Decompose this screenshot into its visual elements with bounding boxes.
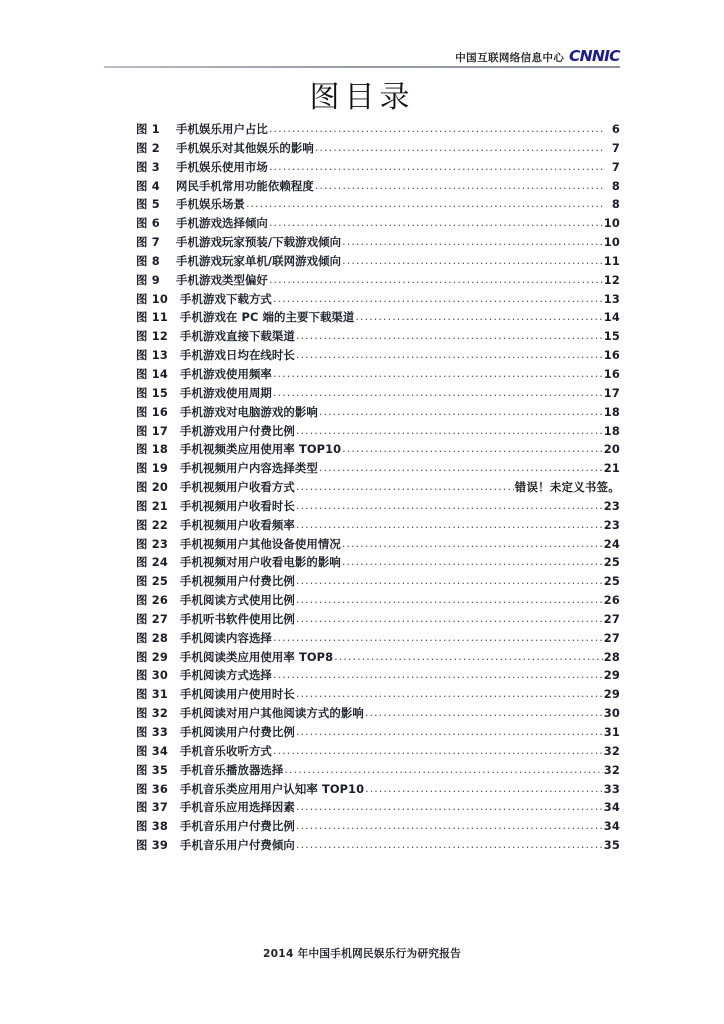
toc-leader-dots — [319, 461, 603, 474]
toc-entry-title: 网民手机常用功能依赖程度 — [176, 178, 314, 193]
toc-entry[interactable] — [136, 573, 620, 592]
toc-entry-label: 图 21 — [136, 498, 169, 513]
toc-entry-label: 图 38 — [136, 819, 169, 834]
toc-entry-label: 图 36 — [136, 781, 169, 796]
toc-leader-dots — [342, 235, 603, 248]
toc-entry-title: 手机游戏日均在线时长 — [180, 348, 295, 363]
toc-entry[interactable] — [136, 178, 620, 197]
toc-entry-label: 图 26 — [136, 593, 169, 608]
toc-entry-label: 图 16 — [136, 404, 169, 419]
toc-entry-label: 图 35 — [136, 762, 169, 777]
toc-entry[interactable] — [136, 121, 620, 140]
toc-entry-title: 手机阅读用户使用时长 — [180, 687, 295, 702]
toc-leader-dots — [296, 574, 603, 587]
toc-entry-label: 图 4 — [136, 178, 160, 193]
toc-entry-page: 10 — [603, 216, 620, 231]
toc-entry[interactable] — [136, 159, 620, 178]
page-footer: 2014 年中国手机网民娱乐行为研究报告 — [262, 948, 462, 960]
toc-entry-page: 7 — [611, 159, 620, 174]
toc-leader-dots — [269, 273, 603, 286]
toc-entry-page: 8 — [611, 178, 620, 193]
toc-leader-dots — [296, 480, 514, 493]
toc-entry-error: 错误！未定义书签。 — [514, 480, 620, 495]
toc-entry[interactable] — [136, 649, 620, 668]
toc-entry[interactable] — [136, 517, 620, 536]
toc-leader-dots — [365, 706, 603, 719]
toc-leader-dots — [296, 687, 603, 700]
toc-entry-title: 手机阅读对用户其他阅读方式的影响 — [180, 706, 364, 721]
toc-entry-title: 手机阅读内容选择 — [180, 630, 272, 645]
toc-entry[interactable] — [136, 366, 620, 385]
toc-entry-page: 23 — [603, 517, 620, 532]
toc-entry[interactable] — [136, 592, 620, 611]
toc-entry-title: 手机游戏用户付费比例 — [180, 423, 295, 438]
toc-leader-dots — [355, 310, 602, 323]
toc-entry-title: 手机音乐应用选择因素 — [180, 800, 295, 815]
toc-leader-dots — [296, 518, 603, 531]
toc-entry[interactable] — [136, 818, 620, 837]
toc-entry-title: 手机阅读方式选择 — [180, 668, 272, 683]
toc-entry[interactable] — [136, 423, 620, 442]
toc-leader-dots — [296, 424, 603, 437]
toc-entry-title: 手机游戏直接下载渠道 — [180, 329, 295, 344]
toc-entry-label: 图 29 — [136, 649, 169, 664]
toc-entry-label: 图 11 — [136, 310, 169, 325]
toc-entry-label: 图 7 — [136, 235, 160, 250]
toc-leader-dots — [273, 631, 603, 644]
toc-entry-label: 图 28 — [136, 630, 169, 645]
toc-entry-page: 26 — [603, 593, 620, 608]
toc-leader-dots — [296, 819, 603, 832]
toc-leader-dots — [269, 160, 605, 173]
toc-entry-page: 32 — [603, 743, 620, 758]
toc-entry[interactable] — [136, 215, 620, 234]
toc-entry-label: 图 24 — [136, 555, 169, 570]
toc-entry-page: 21 — [603, 461, 620, 476]
toc-entry-label: 图 31 — [136, 687, 169, 702]
toc-entry-page: 27 — [603, 630, 620, 645]
toc-entry-page: 15 — [603, 329, 620, 344]
toc-entry-label: 图 33 — [136, 725, 169, 739]
toc-entry-title: 手机游戏下载方式 — [180, 291, 272, 306]
toc-entry-title: 手机阅读类应用使用率 TOP8 — [180, 649, 334, 664]
toc-leader-dots — [334, 650, 603, 663]
toc-entry-title: 手机游戏使用频率 — [180, 366, 272, 381]
toc-entry-page: 35 — [603, 838, 620, 853]
toc-entry-label: 图 2 — [136, 140, 160, 155]
toc-entry-page: 14 — [603, 310, 620, 325]
toc-entry[interactable] — [136, 762, 620, 781]
toc-entry-page: 18 — [603, 404, 620, 419]
toc-leader-dots — [342, 555, 603, 568]
toc-entry-page: 29 — [603, 687, 620, 702]
toc-entry-page: 24 — [603, 536, 620, 551]
header-branding — [104, 44, 620, 64]
toc-entry-title: 手机娱乐场景 — [176, 197, 245, 212]
toc-entry-page: 16 — [603, 348, 620, 363]
toc-entry-title: 手机听书软件使用比例 — [180, 611, 295, 626]
toc-entry[interactable] — [136, 291, 620, 310]
toc-entry-title: 手机游戏选择倾向 — [176, 216, 268, 231]
toc-entry-title: 手机阅读用户付费比例 — [180, 725, 295, 739]
toc-entry-title: 手机游戏对电脑游戏的影响 — [180, 404, 318, 419]
toc-entry[interactable] — [136, 837, 620, 856]
toc-entry-page: 34 — [603, 800, 620, 815]
toc-entry-title: 手机音乐类应用用户认知率 TOP10 — [180, 781, 365, 796]
toc-entry-label: 图 6 — [136, 216, 160, 231]
toc-entry-label: 图 10 — [136, 291, 169, 306]
toc-entry[interactable] — [136, 611, 620, 630]
toc-entry[interactable] — [136, 253, 620, 272]
toc-entry-title: 手机视频用户付费比例 — [180, 574, 295, 589]
toc-entry[interactable] — [136, 554, 620, 573]
toc-leader-dots — [296, 348, 603, 361]
toc-entry[interactable] — [136, 630, 620, 649]
toc-entry[interactable] — [136, 667, 620, 686]
toc-entry-label: 图 15 — [136, 385, 169, 400]
toc-leader-dots — [342, 442, 603, 455]
toc-entry[interactable] — [136, 140, 620, 159]
toc-entry-page: 27 — [603, 611, 620, 626]
toc-entry[interactable] — [136, 441, 620, 460]
toc-entry-title: 手机视频用户收看方式 — [180, 480, 295, 495]
toc-entry[interactable] — [136, 460, 620, 479]
toc-entry-title: 手机视频对用户收看电影的影响 — [180, 555, 341, 570]
toc-entry[interactable] — [136, 196, 620, 215]
toc-entry-title: 手机视频用户收看时长 — [180, 498, 295, 513]
toc-entry-title: 手机视频用户内容选择类型 — [180, 461, 318, 476]
toc-entry-label: 图 34 — [136, 743, 169, 758]
toc-leader-dots — [365, 782, 603, 795]
toc-entry-page: 34 — [603, 819, 620, 834]
toc-entry-label: 图 1 — [136, 122, 160, 136]
toc-entry-label: 图 25 — [136, 574, 169, 589]
toc-entry-page: 10 — [603, 235, 620, 250]
toc-entry-title: 手机游戏玩家单机/联网游戏倾向 — [176, 253, 342, 268]
toc-leader-dots — [315, 141, 605, 154]
toc-leader-dots — [296, 612, 603, 625]
toc-entry-label: 图 23 — [136, 536, 169, 551]
toc-leader-dots — [296, 838, 603, 851]
toc-entry-label: 图 8 — [136, 253, 160, 268]
toc-entry-title: 手机游戏类型偏好 — [176, 272, 268, 287]
toc-entry-page: 11 — [603, 253, 620, 268]
toc-entry[interactable] — [136, 686, 620, 705]
toc-entry-title: 手机娱乐使用市场 — [176, 159, 268, 174]
toc-entry-page: 28 — [603, 649, 620, 664]
toc-entry-label: 图 39 — [136, 838, 169, 853]
toc-entry-title: 手机娱乐对其他娱乐的影响 — [176, 140, 314, 155]
figure-table-of-contents — [136, 121, 620, 856]
toc-entry[interactable] — [136, 272, 620, 291]
toc-leader-dots — [342, 254, 603, 267]
toc-entry-page: 33 — [603, 781, 620, 796]
toc-entry[interactable] — [136, 385, 620, 404]
toc-entry[interactable] — [136, 781, 620, 800]
page-title: 图目录 — [309, 80, 415, 115]
toc-leader-dots — [342, 537, 603, 550]
toc-entry-title: 手机游戏使用周期 — [180, 385, 272, 400]
toc-leader-dots — [296, 329, 603, 342]
toc-leader-dots — [273, 367, 603, 380]
toc-entry-page: 29 — [603, 668, 620, 683]
toc-leader-dots — [315, 179, 605, 192]
page-header — [104, 44, 620, 70]
cnnic-logo: CNNIC — [569, 47, 620, 65]
toc-entry[interactable] — [136, 498, 620, 517]
toc-entry[interactable] — [136, 234, 620, 253]
organization-name: 中国互联网络信息中心 — [455, 51, 565, 64]
toc-entry-title: 手机游戏在 PC 端的主要下载渠道 — [180, 310, 355, 325]
toc-leader-dots — [273, 386, 603, 399]
toc-entry-label: 图 9 — [136, 272, 160, 287]
toc-leader-dots — [284, 763, 602, 776]
toc-entry-page: 25 — [603, 574, 620, 589]
toc-entry[interactable] — [136, 328, 620, 347]
toc-entry-title: 手机视频类应用使用率 TOP10 — [180, 442, 342, 457]
toc-entry-label: 图 22 — [136, 517, 169, 532]
toc-entry[interactable] — [136, 309, 620, 328]
toc-leader-dots — [296, 593, 603, 606]
toc-entry-page: 17 — [603, 385, 620, 400]
toc-entry-title: 手机音乐用户付费倾向 — [180, 838, 295, 853]
toc-leader-dots — [296, 800, 603, 813]
toc-entry-label: 图 5 — [136, 197, 160, 212]
toc-entry[interactable] — [136, 347, 620, 366]
toc-entry[interactable] — [136, 705, 620, 724]
toc-entry-label: 图 17 — [136, 423, 169, 438]
toc-entry-title: 手机音乐收听方式 — [180, 743, 272, 758]
toc-entry-label: 图 18 — [136, 442, 169, 457]
toc-entry-label: 图 37 — [136, 800, 169, 815]
toc-entry-label: 图 14 — [136, 366, 169, 381]
toc-entry-label: 图 32 — [136, 706, 169, 721]
toc-entry-label: 图 19 — [136, 461, 169, 476]
toc-entry-title: 手机娱乐用户占比 — [176, 122, 268, 136]
toc-leader-dots — [296, 725, 603, 738]
toc-entry-label: 图 12 — [136, 329, 169, 344]
toc-entry-page: 8 — [611, 197, 620, 212]
toc-entry[interactable] — [136, 404, 620, 423]
toc-entry-page: 7 — [611, 140, 620, 155]
toc-entry-page: 12 — [603, 272, 620, 287]
toc-leader-dots — [296, 499, 603, 512]
toc-entry[interactable] — [136, 799, 620, 818]
toc-entry-title: 手机阅读方式使用比例 — [180, 593, 295, 608]
toc-leader-dots — [269, 216, 603, 229]
toc-leader-dots — [273, 668, 603, 681]
toc-entry-page: 20 — [603, 442, 620, 457]
toc-leader-dots — [273, 292, 603, 305]
toc-leader-dots — [273, 744, 603, 757]
toc-entry-page: 32 — [603, 762, 620, 777]
toc-entry[interactable] — [136, 743, 620, 762]
toc-entry-title: 手机视频用户其他设备使用情况 — [180, 536, 341, 551]
toc-entry-page: 18 — [603, 423, 620, 438]
header-divider — [104, 66, 620, 68]
toc-entry-title: 手机音乐播放器选择 — [180, 762, 284, 777]
toc-entry-label: 图 30 — [136, 668, 169, 683]
toc-entry-page: 13 — [603, 291, 620, 306]
toc-entry-page: 16 — [603, 366, 620, 381]
toc-leader-dots — [246, 197, 605, 210]
toc-leader-dots — [269, 122, 605, 135]
toc-entry-label: 图 20 — [136, 480, 169, 495]
toc-entry-title: 手机视频用户收看频率 — [180, 517, 295, 532]
toc-entry[interactable] — [136, 479, 620, 498]
toc-entry-title: 手机音乐用户付费比例 — [180, 819, 295, 834]
toc-entry[interactable] — [136, 536, 620, 555]
toc-leader-dots — [319, 405, 603, 418]
toc-entry-label: 图 27 — [136, 611, 169, 626]
toc-entry-page: 30 — [603, 706, 620, 721]
toc-entry-page: 31 — [603, 725, 620, 739]
toc-entry[interactable] — [136, 724, 620, 743]
toc-entry-title: 手机游戏玩家预装/下载游戏倾向 — [176, 235, 342, 250]
toc-entry-page: 25 — [603, 555, 620, 570]
toc-entry-page: 6 — [611, 122, 620, 136]
toc-entry-page: 23 — [603, 498, 620, 513]
toc-entry-label: 图 3 — [136, 159, 160, 174]
toc-entry-label: 图 13 — [136, 348, 169, 363]
